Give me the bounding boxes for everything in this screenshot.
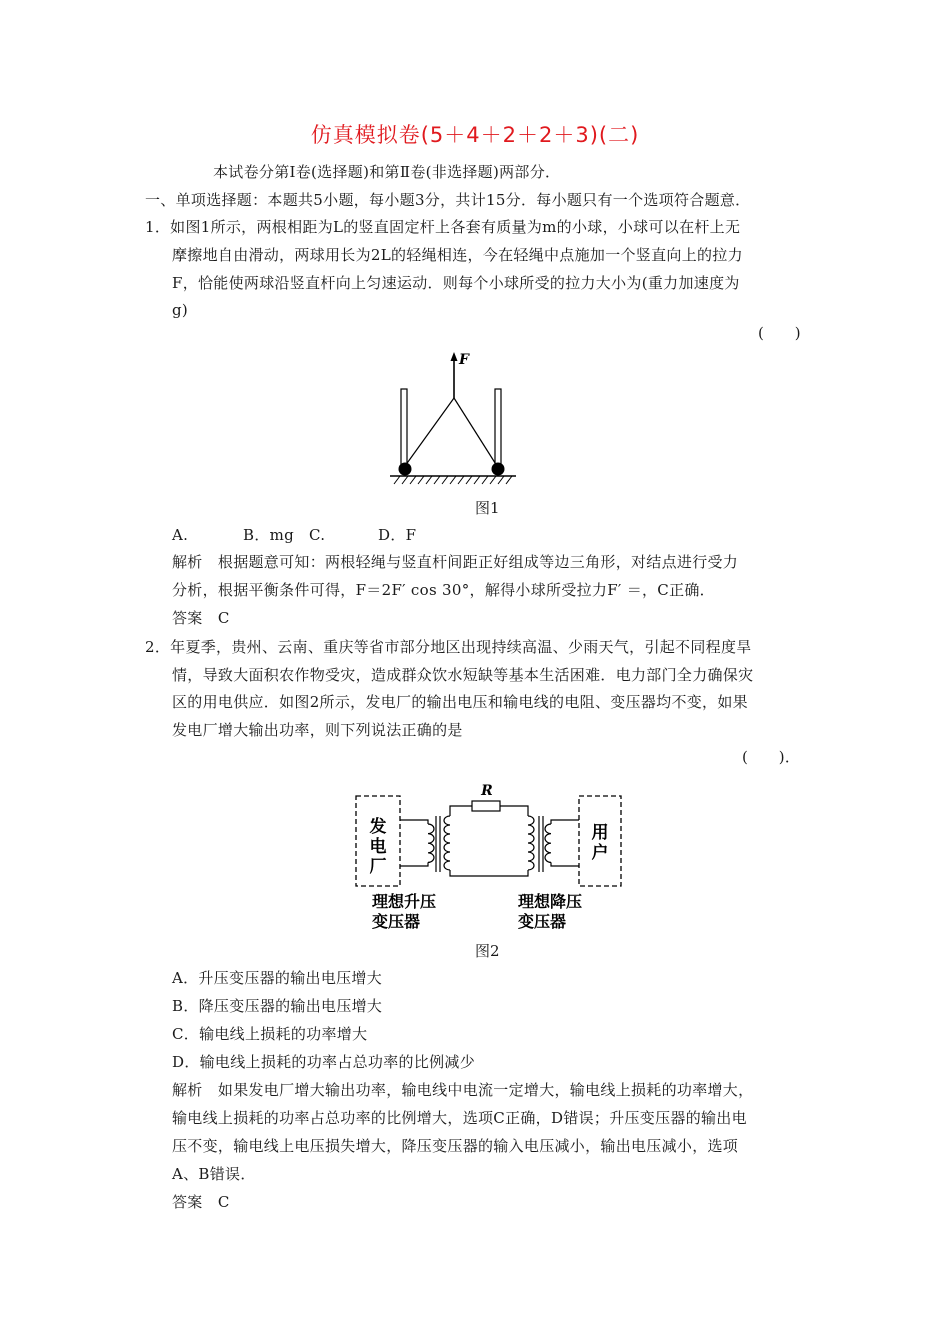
q2-option-a: A．升压变压器的输出电压增大 (172, 969, 383, 987)
step-up-primary-coil (428, 824, 434, 862)
power-plant-char-3: 厂 (369, 857, 387, 877)
step-up-label-2: 变压器 (372, 912, 421, 931)
q2-answer: 答案 C (172, 1193, 230, 1211)
q2-analysis-line-3: 压不变，输电线上电压损失增大，降压变压器的输入电压减小，输出电压减小，选项 (172, 1137, 739, 1155)
step-down-secondary-coil (545, 824, 551, 862)
q1-line-1: 1．如图1所示，两根相距为L的竖直固定杆上各套有质量为m的小球，小球可以在杆上无 (145, 218, 741, 236)
q1-line-4: g) (172, 301, 189, 319)
step-down-label-2: 变压器 (518, 912, 567, 931)
q2-option-d: D．输电线上损耗的功率占总功率的比例减少 (172, 1053, 476, 1071)
q1-analysis-line-1: 解析 根据题意可知：两根轻绳与竖直杆间距正好组成等边三角形，对结点进行受力 (172, 553, 739, 571)
q2-line-1: 2．年夏季，贵州、云南、重庆等省市部分地区出现持续高温、少雨天气，引起不同程度旱 (145, 638, 752, 656)
q2-option-c: C．输电线上损耗的功率增大 (172, 1025, 368, 1043)
q2-line-3: 区的用电供应．如图2所示，发电厂的输出电压和输电线的电阻、变压器均不变，如果 (172, 693, 748, 711)
force-label: F (459, 352, 469, 368)
q2-answer-bracket: ( )． (742, 748, 801, 766)
user-char-2: 户 (591, 843, 609, 863)
step-up-secondary-coil (444, 816, 450, 870)
line-top-left (450, 806, 472, 816)
line-bottom (450, 870, 528, 876)
step-up-primary-lead-top (400, 820, 428, 824)
left-rod (401, 389, 407, 469)
force-arrow-head (451, 352, 458, 361)
step-down-primary-coil (528, 816, 534, 870)
q1-option-d: D．F (378, 526, 417, 544)
figure-2-diagram (350, 780, 630, 935)
q1-option-a: A. (172, 526, 189, 544)
line-top-right (500, 806, 528, 816)
step-down-label-1: 理想降压 (518, 892, 583, 911)
figure-2-caption: 图2 (475, 942, 500, 960)
left-ball (399, 463, 412, 476)
right-ball (492, 463, 505, 476)
q2-line-2: 情，导致大面积农作物受灾，造成群众饮水短缺等基本生活困难．电力部门全力确保灾 (172, 666, 754, 684)
q2-option-b: B．降压变压器的输出电压增大 (172, 997, 383, 1015)
page-title: 仿真模拟卷(5＋4＋2＋2＋3)(二) (310, 123, 640, 147)
power-plant-char-2: 电 (369, 837, 387, 857)
q2-analysis-line-1: 解析 如果发电厂增大输出功率，输电线中电流一定增大，输电线上损耗的功率增大， (172, 1081, 754, 1099)
step-down-secondary-lead-bottom (551, 862, 579, 866)
right-rod (495, 389, 501, 469)
ground-hatching (394, 476, 512, 484)
user-char-1: 用 (591, 823, 609, 843)
q1-option-b: B．mg (243, 526, 295, 544)
right-rope (454, 398, 497, 466)
q2-line-4: 发电厂增大输出功率，则下列说法正确的是 (172, 721, 463, 739)
resistor-label: R (481, 783, 493, 799)
q1-line-3: F，恰能使两球沿竖直杆向上匀速运动．则每个小球所受的拉力大小为(重力加速度为 (172, 274, 740, 292)
figure-1-diagram (388, 348, 518, 490)
q1-answer-bracket: ( ) (758, 324, 801, 342)
power-plant-char-1: 发 (369, 817, 387, 837)
step-down-secondary-lead-top (551, 820, 579, 824)
q1-line-2: 摩擦地自由滑动，两球用长为2L的轻绳相连，今在轻绳中点施加一个竖直向上的拉力 (172, 246, 743, 264)
figure-1-caption: 图1 (475, 499, 500, 517)
q1-option-c: C. (309, 526, 326, 544)
left-rope (405, 398, 454, 466)
q2-analysis-line-4: A、B错误． (172, 1165, 256, 1183)
q1-analysis-line-2: 分析，根据平衡条件可得，F＝2F′ cos 30°，解得小球所受拉力F′ ＝，C正确． (172, 581, 715, 599)
q1-answer: 答案 C (172, 609, 230, 627)
subtitle: 本试卷分第Ⅰ卷(选择题)和第Ⅱ卷(非选择题)两部分． (213, 163, 561, 181)
step-up-primary-lead-bottom (400, 862, 428, 866)
resistor (472, 801, 500, 811)
q2-analysis-line-2: 输电线上损耗的功率占总功率的比例增大，选项C正确，D错误；升压变压器的输出电 (172, 1109, 747, 1127)
section-heading: 一、单项选择题：本题共5小题，每小题3分，共计15分．每小题只有一个选项符合题意． (145, 191, 751, 209)
step-up-label-1: 理想升压 (372, 892, 437, 911)
